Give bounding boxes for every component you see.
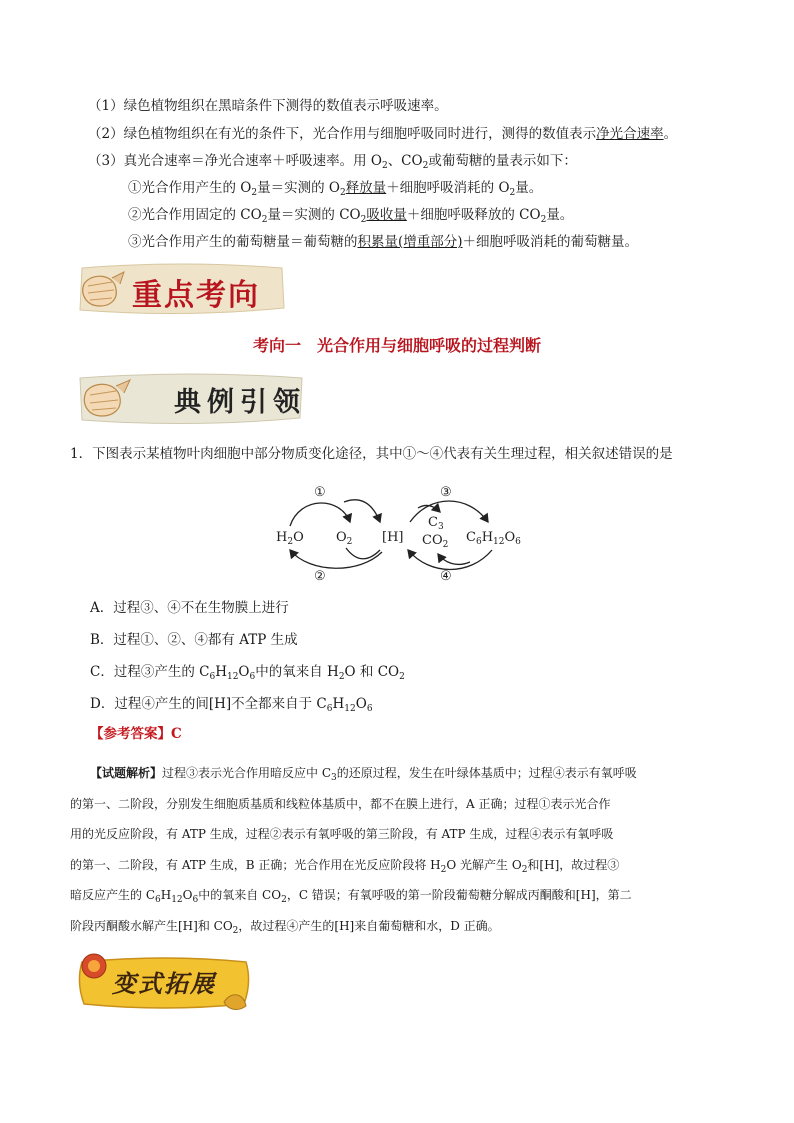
label-o2: $O_2$: [336, 530, 353, 547]
note-4: ①光合作用产生的 $O_2$量＝实测的 $O_2$释放量＋细胞呼吸消耗的 $O_2$量。: [128, 180, 543, 198]
label-c3: $C_3$: [428, 515, 444, 532]
label-p3: ③: [440, 485, 452, 500]
label-p4: ④: [440, 569, 452, 584]
arrow-co2: [438, 554, 470, 564]
arrow-process-3: [410, 501, 488, 522]
arrow-to-h: [344, 500, 380, 522]
note-6: ③光合作用产生的葡萄糖量＝葡萄糖的积累量(增重部分)＋细胞呼吸消耗的葡萄糖量。: [128, 234, 639, 250]
label-p2: ②: [314, 569, 326, 584]
note-5: ②光合作用固定的 $CO_2$量＝实测的 $CO_2$吸收量＋细胞呼吸释放的 $CO_2$量。: [128, 207, 574, 225]
answer-value: C: [171, 726, 182, 742]
label-co2: $CO_2$: [422, 533, 449, 550]
option-b: B．过程①、②、④都有 ATP 生成: [90, 632, 298, 648]
label-h: [H]: [382, 530, 404, 545]
analysis-block: 【试题解析】过程③表示光合作用暗反应中 $C_3$的还原过程，发生在叶绿体基质中；过程④表示有氧呼吸 的第一、二阶段，分别发生细胞质基质和线粒体基质中，都不在膜上进行，A 正确；过程①表示光合作 用的光反应阶段，有 ATP 生成，过程②表示有氧呼吸的第三阶段，有 ATP 生成，过程④表示有氧呼吸 的第一、二阶段，有 ATP 生成，B 正确；光合作用在光反应阶段将 $H_2O$ 光解产生 $O_2$和[H]，故过程③ 暗反应产生的 $C_6H_{12}O_6$中的氧来自 $CO_2$，C 错误；有氧呼吸的第一阶段葡萄糖分解成丙酮酸和[H]，第二 阶段丙酮酸水解产生[H]和 $CO_2$，故过程④产生的[H]来自葡萄糖和水，D 正确。: [70, 766, 637, 936]
variant-banner: [74, 950, 252, 1014]
example-banner-title: 典例引领: [174, 387, 306, 418]
note-1: （1）绿色植物组织在黑暗条件下测得的数值表示呼吸速率。: [88, 98, 448, 114]
label-glucose: $C_6H_{12}O_6$: [466, 530, 521, 547]
process-diagram: [260, 478, 540, 586]
question-stem: 1．下图表示某植物叶肉细胞中部分物质变化途径，其中①～④代表有关生理过程，相关叙述错误的是: [70, 446, 673, 462]
answer-line: [90, 724, 182, 744]
label-p1: ①: [314, 485, 326, 500]
focus-banner: [76, 262, 288, 316]
note-3: （3）真光合速率＝净光合速率＋呼吸速率。用 $O_2$、$CO_2$或葡萄糖的量表示如下：: [88, 153, 577, 171]
variant-banner-title: 变式拓展: [112, 969, 216, 998]
label-h2o: $H_2O$: [276, 530, 304, 547]
arrow-process-4: [408, 550, 492, 570]
arrow-h2o-to-o2: [290, 503, 350, 526]
note-2: （2）绿色植物组织在有光的条件下，光合作用与细胞呼吸同时进行，测得的数值表示净光合速率。: [88, 126, 678, 142]
section-title: 考向一 光合作用与细胞呼吸的过程判断: [252, 336, 541, 355]
focus-banner-title: 重点考向: [132, 278, 260, 313]
arrow-process-2: [290, 550, 382, 568]
option-d: D．过程④产生的间[H]不全都来自于 $C_6H_{12}O_6$: [90, 696, 373, 714]
example-banner: [76, 370, 306, 426]
option-c: C．过程③产生的 $C_6H_{12}O_6$中的氧来自 $H_2O$ 和 $CO_2$: [90, 664, 405, 682]
answer-label: 【参考答案】: [90, 726, 171, 742]
option-a: A．过程③、④不在生物膜上进行: [90, 600, 289, 616]
